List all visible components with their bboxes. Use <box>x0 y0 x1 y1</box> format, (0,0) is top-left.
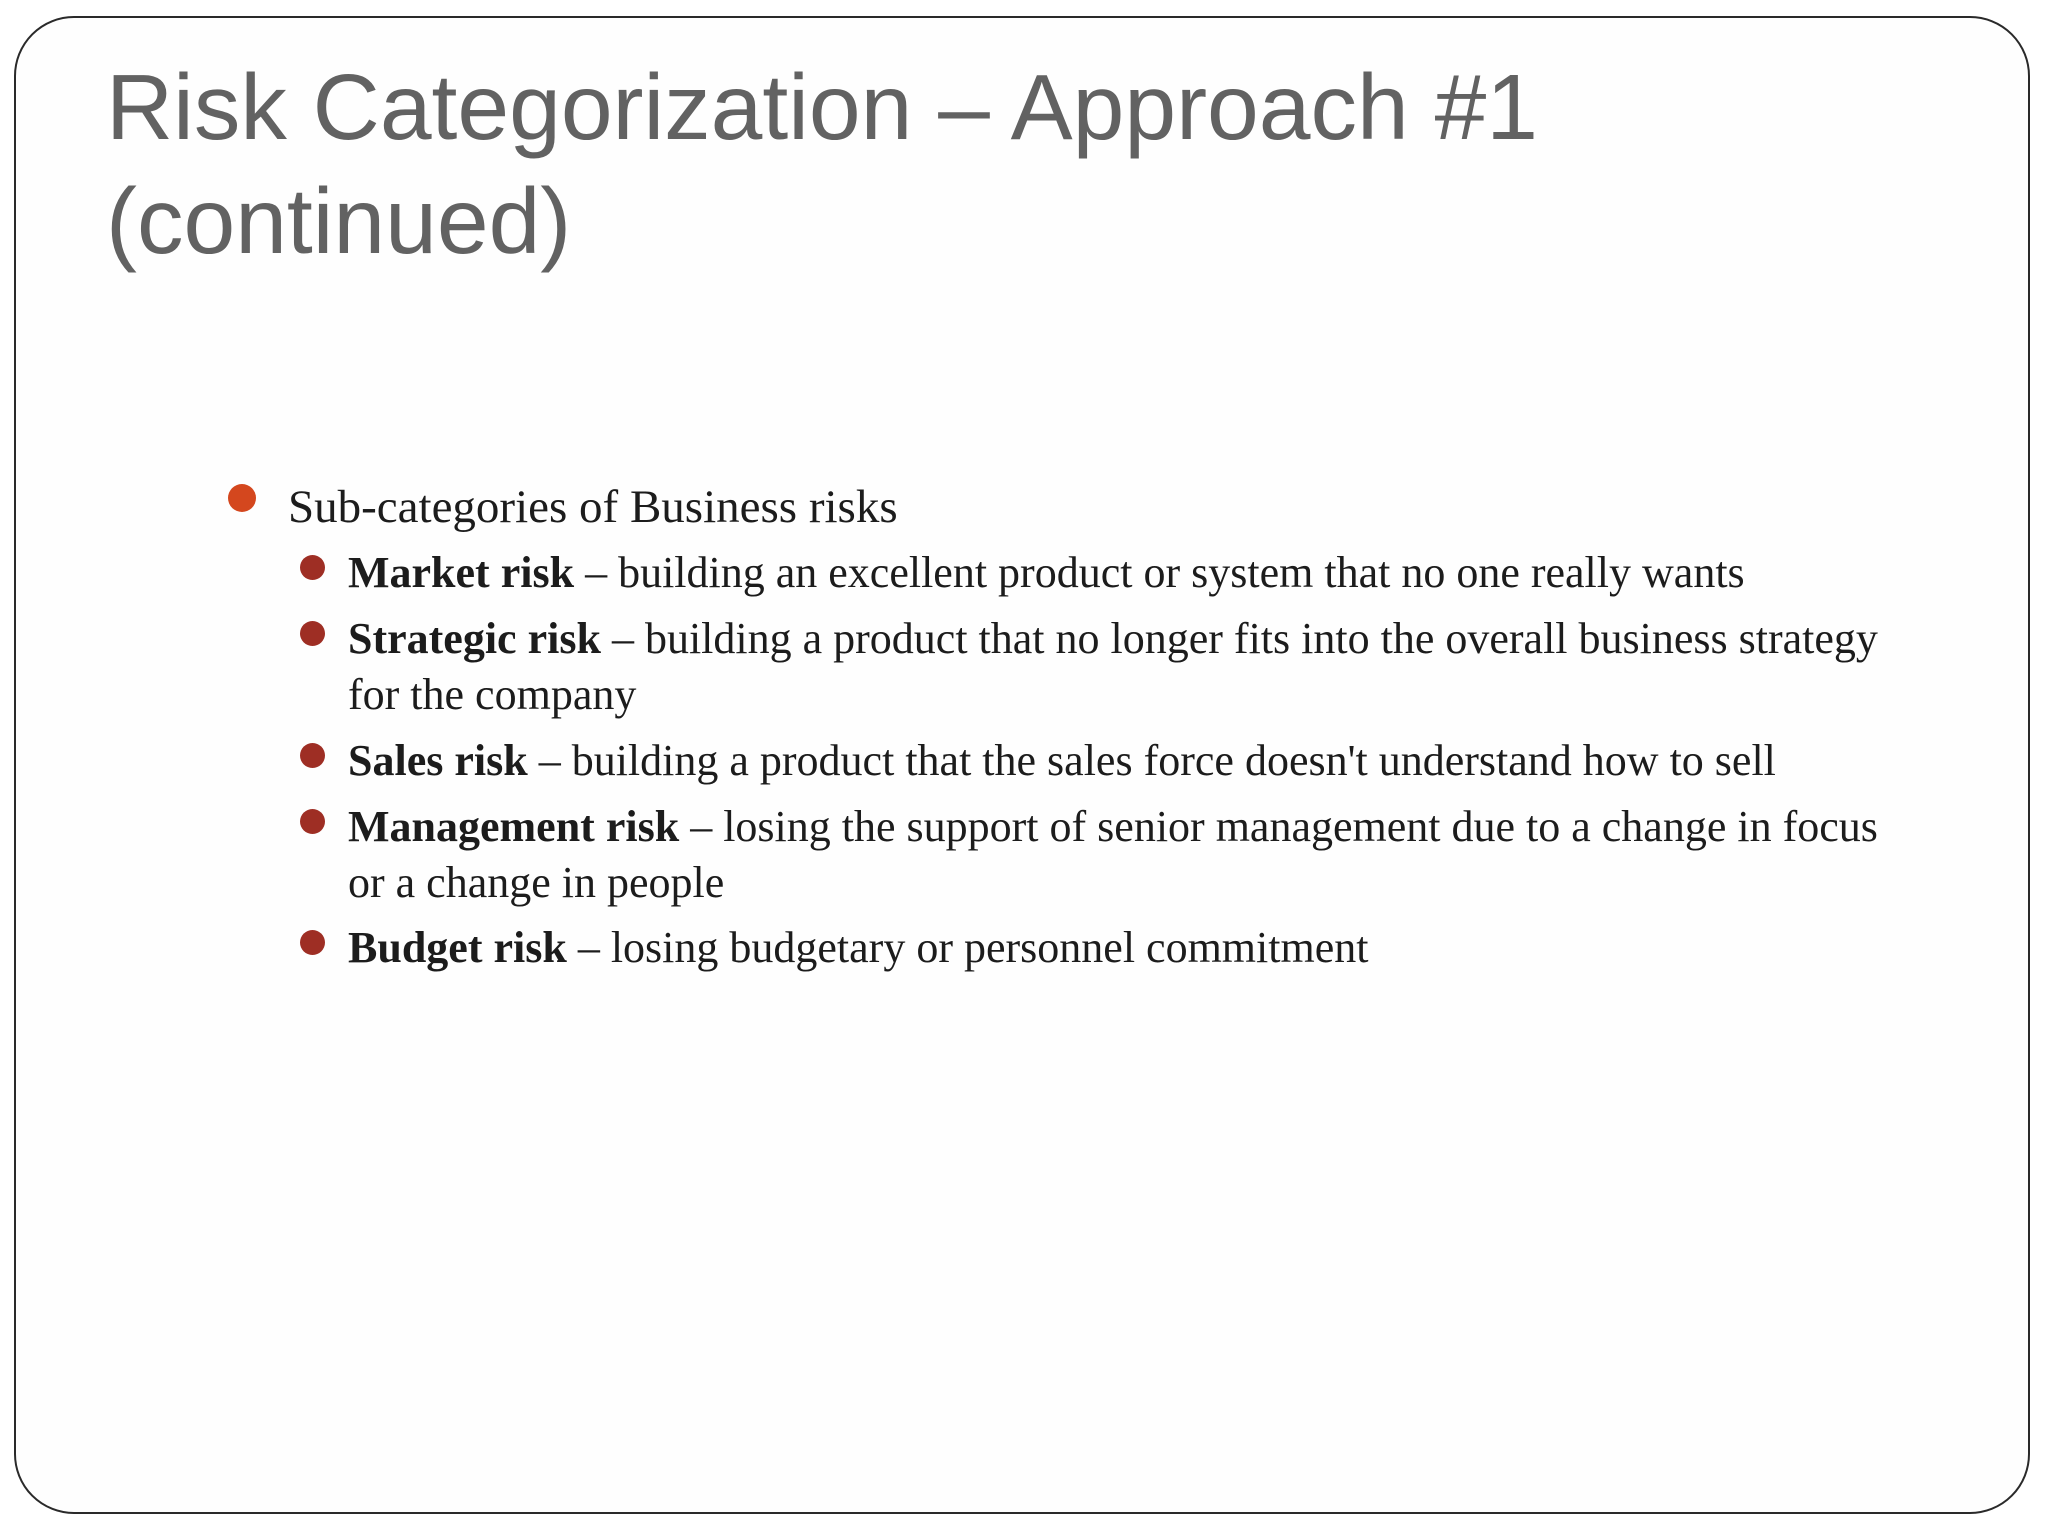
risk-term: Market risk <box>348 548 575 597</box>
risk-description: – building an excellent product or system that no one really wants <box>574 548 1745 597</box>
sub-bullet-text <box>348 611 1908 723</box>
risk-description: – building a product that the sales force doesn't understand how to sell <box>527 736 1776 785</box>
risk-term: Budget risk <box>348 923 567 972</box>
bullet-dot-icon <box>300 809 325 834</box>
risk-description: – losing the support of senior management due to a change in focus or a change in people <box>348 802 1878 907</box>
risk-description: – building a product that no longer fits into the overall business strategy for the company <box>348 614 1878 719</box>
bullet-dot-icon <box>300 930 325 955</box>
main-bullet-text: Sub-categories of Business risks <box>288 481 898 533</box>
slide-title: Risk Categorization – Approach #1 (continued) <box>106 55 1539 273</box>
risk-term: Management risk <box>348 802 680 851</box>
bullet-dot-icon <box>300 621 325 646</box>
sub-bullet-text <box>348 920 1908 976</box>
risk-term: Sales risk <box>348 736 528 785</box>
bullet-dot-icon <box>300 555 325 580</box>
sub-bullet-text <box>348 733 1908 789</box>
sub-bullet-text <box>348 545 1908 601</box>
sub-bullet-text <box>348 799 1908 911</box>
risk-description: – losing budgetary or personnel commitment <box>566 923 1369 972</box>
bullet-dot-icon <box>228 484 256 512</box>
risk-term: Strategic risk <box>348 614 601 663</box>
bullet-dot-icon <box>300 743 325 768</box>
